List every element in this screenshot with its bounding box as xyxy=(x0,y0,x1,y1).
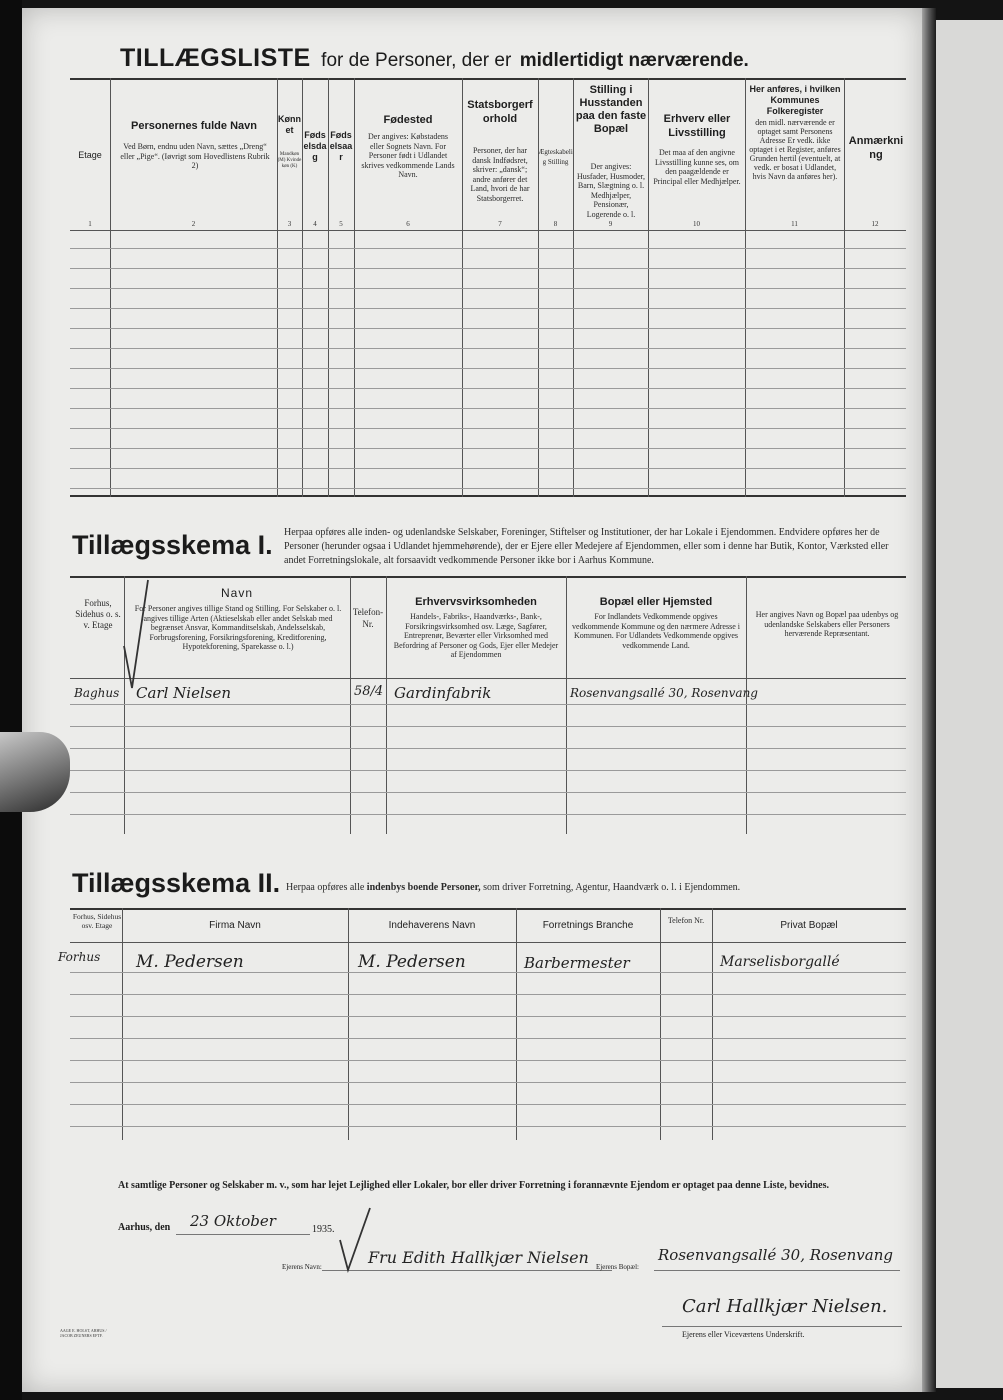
signature-handwritten: Carl Hallkjær Nielsen. xyxy=(682,1296,888,1317)
col-birthday-title: Fødselsdag xyxy=(303,130,327,162)
col-register-note: den midl. nærværende er optaget samt Personens Adresse Er vedk. ikke optaget i et Register, anføres Grunden hertil (eventuelt, at vedk. er bosat i Udlandet, hvis Navn da anføres her). xyxy=(749,118,841,181)
ruled-line xyxy=(70,1038,906,1039)
ruled-line xyxy=(70,368,906,369)
col-occupation-title: Erhverv eller Livsstilling xyxy=(663,113,731,139)
col-marital-title: Ægteskabelig Stilling xyxy=(538,148,573,166)
ruled-line xyxy=(70,388,906,389)
col-household-note: Der angives: Husfader, Husmoder, Barn, Slægtning o. l. Medhjælper, Pensionær, Logerende o. l. xyxy=(576,162,645,219)
date-handwritten: 23 Oktober xyxy=(190,1212,276,1230)
ruled-line xyxy=(70,488,906,489)
schema2-intro-suffix: som driver Forretning, Agentur, Haandværk o. l. i Ejendommen. xyxy=(483,882,741,893)
ruled-line xyxy=(70,268,906,269)
col-citizenship-title: Statsborgerforhold xyxy=(467,99,533,125)
col-number: 3 xyxy=(287,220,292,228)
schema1-table xyxy=(70,576,906,838)
col-number: 7 xyxy=(498,220,502,228)
ruled-line xyxy=(70,994,906,995)
supplement-table xyxy=(70,78,906,498)
col-number: 11 xyxy=(791,220,798,228)
owner-name-label: Ejerens Navn: xyxy=(282,1263,322,1271)
ruled-line xyxy=(70,814,906,815)
schema1-row-phone: 58/4 xyxy=(354,684,384,699)
schema2-col-private-address: Privat Bopæl xyxy=(780,920,838,931)
col-number: 6 xyxy=(406,220,410,228)
page-title xyxy=(120,44,749,73)
title-rest: for de Personer, der er xyxy=(321,50,512,71)
adjacent-page xyxy=(936,20,1003,1388)
schema2-col-etage: Forhus, Sidehus osv. Etage xyxy=(72,912,122,930)
ruled-line xyxy=(70,288,906,289)
col-number: 5 xyxy=(339,220,343,228)
printer-imprint: AAGE E. HOLST, ARHUS / JACOB ZEUNERS EFTF. xyxy=(60,1328,107,1338)
schema2-title: Tillægsskema II. xyxy=(72,868,281,898)
owner-name-handwritten: Fru Edith Hallkjær Nielsen xyxy=(368,1248,589,1267)
col-etage-title: Etage xyxy=(78,150,102,160)
schema1-intro: Herpaa opføres alle inden- og udenlandske Selskaber, Foreninger, Stiftelser og Institutioner, der har Lokale i Ejendommen. Endvidere opføres her de Personer (herunder ogsaa i Udlandet hjemmehørende), der er Ejere eller Medejere af Ejendommen, eller som i denne har Butik, Kontor, Værksted eller andet Forretningslokale, alt forsaavidt vedkommende Personer ikke bor i Aarhus Kommune. xyxy=(284,527,889,566)
col-birthplace-note: Der angives: Købstadens eller Sognets Navn. For Personer født i Udlandet skrives vedkommende Lands Navn. xyxy=(361,132,455,179)
schema1-col-phone: Telefon-Nr. xyxy=(352,607,384,629)
ruled-line xyxy=(70,1016,906,1017)
schema1-row-residence: Rosenvangsallé 30, Rosenvang xyxy=(570,686,758,700)
scan-background-left xyxy=(0,0,22,1400)
schema1-row-business: Gardinfabrik xyxy=(394,684,492,702)
ruled-line xyxy=(70,428,906,429)
col-birthyear-title: Fødselsaar xyxy=(329,130,353,162)
col-name-title: Personernes fulde Navn xyxy=(131,120,257,132)
ruled-line xyxy=(70,328,906,329)
ruled-line xyxy=(70,1060,906,1061)
schema1-col-representative: Her angives Navn og Bopæl paa udenbys og udenlandske Selskabers eller Personers herværende Repræsentant. xyxy=(755,610,899,638)
ruled-line xyxy=(70,748,906,749)
schema1-col-etage: Forhus, Sidehus o. s. v. Etage xyxy=(75,598,121,630)
ruled-line xyxy=(70,770,906,771)
ruled-line xyxy=(70,792,906,793)
schema1-col-residence-title: Bopæl eller Hjemsted xyxy=(599,596,713,608)
col-number: 8 xyxy=(553,220,558,228)
schema1-row-name: Carl Nielsen xyxy=(136,684,231,702)
owner-address-label: Ejerens Bopæl: xyxy=(596,1263,639,1271)
col-birthplace-title: Fødested xyxy=(383,114,433,126)
schema1-col-business-note: Handels-, Fabriks-, Haandværks-, Bank-, Forsikringsvirksomhed osv. Læge, Sagfører, Entreprenør, Beværter eller Virksomhed med Befordring af Personer og Gods, Ejer eller Medejer af Ejendommen xyxy=(393,612,559,659)
ruled-line xyxy=(70,248,906,249)
schema1-row-etage: Baghus xyxy=(74,686,120,700)
schema1-col-residence-note: For Indlandets Vedkommende opgives vedkommende Kommune og den nærmere Adresse i Kommunen. For Udlandets Vedkommende opgives vedkommende Land. xyxy=(572,612,740,650)
schema1-title: Tillægsskema I. xyxy=(72,530,273,560)
attestation-text: At samtlige Personer og Selskaber m. v., som har lejet Lejlighed eller Lokaler, bor eller driver Forretning i forannævnte Ejendom er optaget paa denne Liste, bevidnes. xyxy=(118,1180,829,1191)
ruled-line xyxy=(70,972,906,973)
checkmark-icon xyxy=(104,576,164,696)
signature-label: Ejerens eller Viceværtens Underskrift. xyxy=(682,1330,805,1339)
col-number: 12 xyxy=(871,220,879,228)
col-sex-note: Mandkøn (M) Kvindekøn (K) xyxy=(277,152,302,169)
schema2-col-phone: Telefon Nr. xyxy=(667,916,705,925)
year-label: 1935. xyxy=(312,1224,335,1235)
schema2-col-firm: Firma Navn xyxy=(209,920,261,931)
ruled-line xyxy=(70,348,906,349)
schema2-row-branch: Barbermester xyxy=(524,954,630,972)
col-remarks-title: Anmærkning xyxy=(848,135,904,161)
schema1-col-name-title: Navn xyxy=(220,586,253,600)
schema2-col-branch: Forretnings Branche xyxy=(542,920,634,931)
ruled-line xyxy=(70,1126,906,1127)
schema2-intro-bold: indenbys boende Personer, xyxy=(366,882,481,893)
col-occupation-note: Det maa af den angivne Livsstilling kunne ses, om den paagældende er Principal eller Medhjælper. xyxy=(653,148,741,186)
schema2-col-owner: Indehaverens Navn xyxy=(388,920,476,931)
checkmark-icon xyxy=(338,1204,378,1284)
col-number: 10 xyxy=(693,220,700,228)
col-number: 9 xyxy=(608,220,613,228)
ruled-line xyxy=(70,704,906,705)
col-sex-title: Kønnet xyxy=(278,114,301,135)
ruled-line xyxy=(70,726,906,727)
schema2-intro xyxy=(286,882,740,893)
schema1-col-business-title: Erhvervsvirksomheden xyxy=(415,596,537,608)
schema2-intro-prefix: Herpaa opføres alle xyxy=(286,882,365,893)
schema2-table xyxy=(58,908,906,1144)
book-fold xyxy=(920,8,936,1392)
title-bold: TILLÆGSLISTE xyxy=(120,44,311,72)
col-number: 1 xyxy=(88,220,92,228)
title-emphasis: midlertidigt nærværende. xyxy=(519,50,749,71)
col-citizenship-note: Personer, der har dansk Indfødsret, skriver: „dansk“; andre anfører det Land, hvori de har Statsborgerret. xyxy=(470,146,530,203)
schema2-row-firm: M. Pedersen xyxy=(136,952,244,972)
ruled-line xyxy=(70,308,906,309)
col-number: 2 xyxy=(191,220,196,228)
ruled-line xyxy=(70,448,906,449)
date-place-label: Aarhus, den xyxy=(118,1222,171,1233)
owner-address-handwritten: Rosenvangsallé 30, Rosenvang xyxy=(658,1246,893,1264)
schema2-row-private-address: Marselisborgallé xyxy=(720,954,840,970)
col-number: 4 xyxy=(313,220,317,228)
col-household-title: Stilling i Husstanden paa den faste Bopæl xyxy=(575,84,647,135)
ruled-line xyxy=(70,1104,906,1105)
col-name-note: Ved Børn, endnu uden Navn, sættes „Dreng“ eller „Pige“. (Iøvrigt som Hovedlistens Rubrik 2) xyxy=(120,142,270,170)
form-page xyxy=(22,8,922,1392)
ruled-line xyxy=(70,1082,906,1083)
schema2-row-etage: Forhus xyxy=(58,950,101,964)
schema1-col-name-note: For Personer angives tillige Stand og Stilling. For Selskaber o. l. angives tillige Arten (Aktieselskab eller andet Selskab med begrænset Ansvar, Kommanditselskab, Andelsselskab, Forbrugsforening, Forsikringsforening, Kreditforening, Hypotekforening, Sparekasse o. l.) xyxy=(134,604,342,651)
schema2-row-owner: M. Pedersen xyxy=(358,952,466,972)
col-register-title: Her anføres, i hvilken Kommunes Folkeregister xyxy=(749,84,841,116)
ruled-line xyxy=(70,468,906,469)
ruled-line xyxy=(70,408,906,409)
